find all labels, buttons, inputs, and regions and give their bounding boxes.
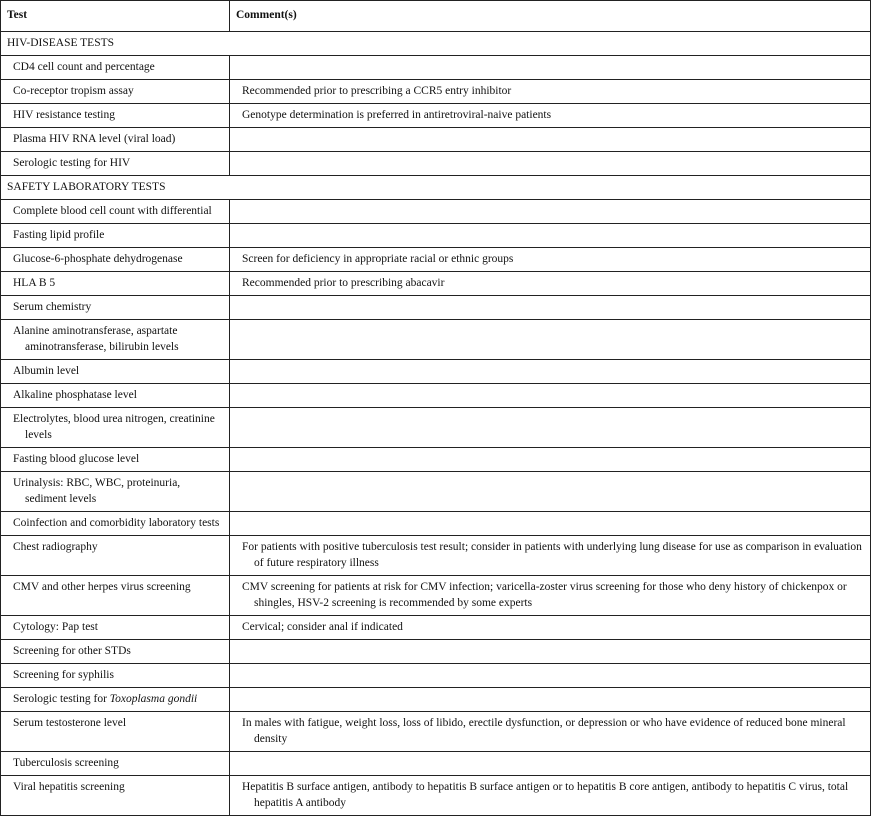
test-name-text: Fasting lipid profile	[13, 229, 105, 241]
table-row	[1, 248, 871, 272]
comment-text: Recommended prior to prescribing abacavir	[242, 277, 445, 289]
comment-cell	[230, 360, 871, 384]
comment-text: Screen for deficiency in appropriate racial or ethnic groups	[242, 253, 514, 265]
table-row	[1, 296, 871, 320]
test-name-text: Co-receptor tropism assay	[13, 85, 134, 97]
test-name	[7, 155, 223, 171]
comment-cell	[230, 384, 871, 408]
table-row	[1, 200, 871, 224]
test-name	[7, 539, 223, 555]
test-cell	[1, 776, 230, 816]
test-name-text: Serum testosterone level	[13, 717, 127, 729]
table-row	[1, 128, 871, 152]
table-row	[1, 360, 871, 384]
test-name	[7, 363, 223, 379]
test-name-text: Cytology: Pap test	[13, 621, 98, 633]
test-cell	[1, 664, 230, 688]
comment-cell	[230, 128, 871, 152]
table-row	[1, 408, 871, 448]
test-name	[7, 779, 223, 795]
comment-cell	[230, 152, 871, 176]
test-name-text: HIV resistance testing	[13, 109, 115, 121]
test-cell	[1, 448, 230, 472]
comment-cell	[230, 664, 871, 688]
section-heading: SAFETY LABORATORY TESTS	[1, 176, 871, 200]
test-name-text: Alkaline phosphatase level	[13, 389, 137, 401]
comment-cell	[230, 272, 871, 296]
test-cell	[1, 688, 230, 712]
comment-cell	[230, 512, 871, 536]
test-cell	[1, 408, 230, 448]
comment-cell	[230, 104, 871, 128]
section-row	[1, 176, 871, 200]
table-row	[1, 472, 871, 512]
test-name-text: Electrolytes, blood urea nitrogen, creatinine levels	[13, 413, 215, 441]
comment-cell	[230, 576, 871, 616]
test-name	[7, 619, 223, 635]
test-cell	[1, 536, 230, 576]
test-cell	[1, 712, 230, 752]
comment-text: Recommended prior to prescribing a CCR5 entry inhibitor	[242, 85, 512, 97]
comment-text: Cervical; consider anal if indicated	[242, 621, 403, 633]
comment-text: Genotype determination is preferred in antiretroviral-naive patients	[242, 109, 552, 121]
test-name	[7, 83, 223, 99]
test-name-text: Plasma HIV RNA level (viral load)	[13, 133, 176, 145]
test-name	[7, 411, 223, 443]
comment-cell	[230, 712, 871, 752]
header-row	[1, 1, 871, 32]
test-name-text: Viral hepatitis screening	[13, 781, 125, 793]
test-name	[7, 715, 223, 731]
table-row	[1, 56, 871, 80]
test-name	[7, 107, 223, 123]
test-name-text: HLA B 5	[13, 277, 56, 289]
test-name-text: Serologic testing for HIV	[13, 157, 131, 169]
test-cell	[1, 128, 230, 152]
test-name-text: CD4 cell count and percentage	[13, 61, 155, 73]
table-row	[1, 224, 871, 248]
test-cell	[1, 616, 230, 640]
test-cell	[1, 296, 230, 320]
table-row	[1, 616, 871, 640]
test-name-text: Tuberculosis screening	[13, 757, 119, 769]
test-name-text: Complete blood cell count with differential	[13, 205, 212, 217]
comment-cell	[230, 448, 871, 472]
test-name-text: Serum chemistry	[13, 301, 92, 313]
test-name	[7, 475, 223, 507]
test-name-italic: Toxoplasma gondii	[109, 693, 198, 705]
test-name-text: Coinfection and comorbidity laboratory tests	[13, 517, 220, 529]
test-name-text: Albumin level	[13, 365, 80, 377]
table-row	[1, 152, 871, 176]
table-row	[1, 80, 871, 104]
test-name	[7, 131, 223, 147]
comment-cell	[230, 56, 871, 80]
table-row	[1, 320, 871, 360]
test-name	[7, 755, 223, 771]
comment-cell	[230, 472, 871, 512]
comment-cell	[230, 200, 871, 224]
test-name	[7, 667, 223, 683]
table-row	[1, 104, 871, 128]
test-cell	[1, 104, 230, 128]
test-name-text: CMV and other herpes virus screening	[13, 581, 191, 593]
test-name	[7, 251, 223, 267]
test-cell	[1, 80, 230, 104]
test-cell	[1, 248, 230, 272]
table-row	[1, 384, 871, 408]
test-name	[7, 515, 223, 531]
table-row	[1, 712, 871, 752]
header-test: Test	[1, 1, 230, 32]
test-name-text: Fasting blood glucose level	[13, 453, 140, 465]
test-cell	[1, 224, 230, 248]
test-name	[7, 323, 223, 355]
table-row	[1, 576, 871, 616]
comment-text: CMV screening for patients at risk for CMV infection; varicella-zoster virus screening for those who deny history of chickenpox or shingles, HSV-2 screening is recommended by some experts	[242, 581, 847, 609]
table-row	[1, 512, 871, 536]
test-cell	[1, 640, 230, 664]
comment-cell	[230, 320, 871, 360]
test-cell	[1, 200, 230, 224]
test-name	[7, 579, 223, 595]
comment-cell	[230, 224, 871, 248]
table-row	[1, 688, 871, 712]
test-name	[7, 387, 223, 403]
test-name-text: Alanine aminotransferase, aspartate aminotransferase, bilirubin levels	[13, 325, 179, 353]
test-cell	[1, 472, 230, 512]
test-cell	[1, 752, 230, 776]
test-name-text: Glucose-6-phosphate dehydrogenase	[13, 253, 183, 265]
table-body	[1, 32, 871, 816]
test-name	[7, 227, 223, 243]
test-cell	[1, 320, 230, 360]
comment-cell	[230, 640, 871, 664]
test-cell	[1, 576, 230, 616]
test-name	[7, 275, 223, 291]
comment-cell	[230, 776, 871, 816]
comment-text: For patients with positive tuberculosis test result; consider in patients with underlying lung disease for use as comparison in evaluation of future respiratory illness	[242, 541, 862, 569]
test-cell	[1, 152, 230, 176]
test-cell	[1, 512, 230, 536]
test-name	[7, 299, 223, 315]
header-comments: Comment(s)	[230, 1, 871, 32]
comment-cell	[230, 248, 871, 272]
table-row	[1, 448, 871, 472]
test-name-text: Screening for other STDs	[13, 645, 131, 657]
test-name-text: Chest radiography	[13, 541, 98, 553]
table-row	[1, 752, 871, 776]
test-name	[7, 451, 223, 467]
table-row	[1, 640, 871, 664]
test-name-text: Urinalysis: RBC, WBC, proteinuria, sediment levels	[13, 477, 181, 505]
test-cell	[1, 384, 230, 408]
comment-cell	[230, 536, 871, 576]
table-row	[1, 272, 871, 296]
comment-cell	[230, 616, 871, 640]
test-name	[7, 643, 223, 659]
test-name-text: Serologic testing for	[13, 693, 110, 705]
test-cell	[1, 56, 230, 80]
table-row	[1, 664, 871, 688]
comment-text: In males with fatigue, weight loss, loss of libido, erectile dysfunction, or depression or who have evidence of reduced bone mineral density	[242, 717, 846, 745]
comment-cell	[230, 688, 871, 712]
test-name-text: Screening for syphilis	[13, 669, 114, 681]
table-row	[1, 776, 871, 816]
comment-text: Hepatitis B surface antigen, antibody to hepatitis B surface antigen or to hepatitis B core antigen, antibody to hepatitis C virus, total hepatitis A antibody	[242, 781, 849, 809]
section-heading: HIV-DISEASE TESTS	[1, 32, 871, 56]
test-name	[7, 691, 223, 707]
comment-cell	[230, 752, 871, 776]
comment-cell	[230, 296, 871, 320]
test-name	[7, 203, 223, 219]
test-cell	[1, 360, 230, 384]
section-row	[1, 32, 871, 56]
comment-cell	[230, 80, 871, 104]
comment-cell	[230, 408, 871, 448]
test-name	[7, 59, 223, 75]
table-row	[1, 536, 871, 576]
test-cell	[1, 272, 230, 296]
